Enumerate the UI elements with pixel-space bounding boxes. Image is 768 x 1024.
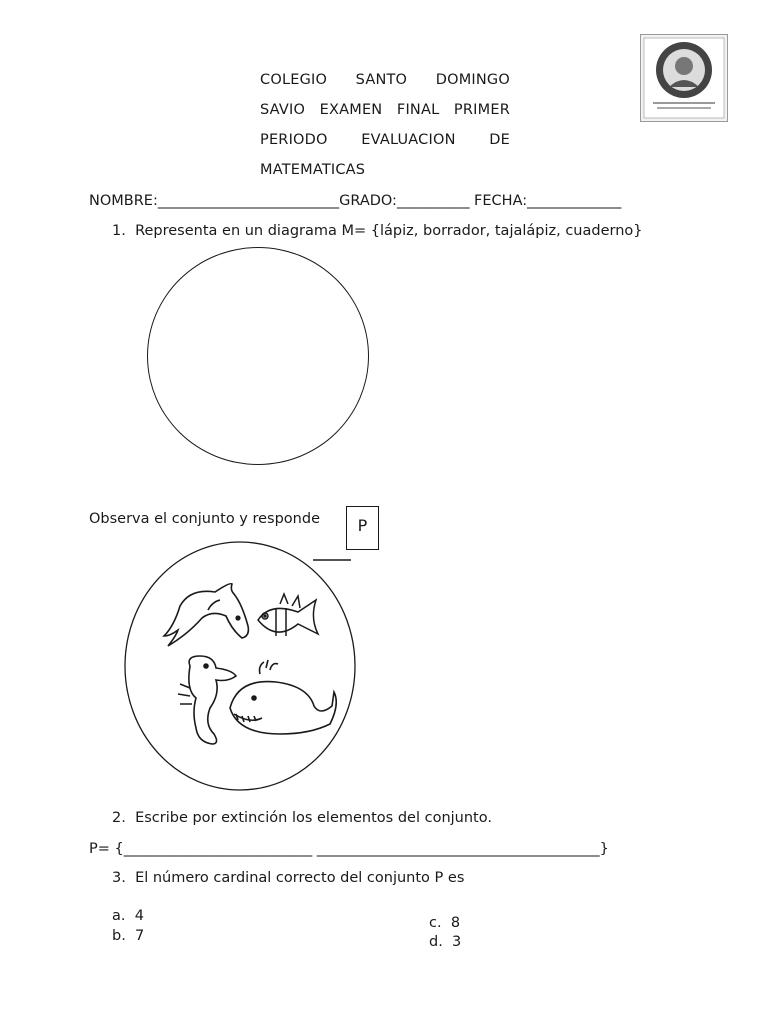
question-1-text: Representa en un diagrama M= {lápiz, borrador, tajalápiz, cuaderno} <box>135 223 643 239</box>
set-p-answer-line[interactable]: P= {__________________________ _______________________________________} <box>89 841 609 857</box>
option-a[interactable]: a. 4 <box>112 908 144 924</box>
option-d[interactable]: d. 3 <box>429 934 462 950</box>
question-3 <box>112 870 464 886</box>
school-seal-icon <box>641 35 727 121</box>
question-3-text: El número cardinal correcto del conjunto P es <box>135 870 465 886</box>
option-b[interactable]: b. 7 <box>112 928 145 944</box>
question-2-number: 2. <box>112 810 126 826</box>
question-2-text: Escribe por extinción los elementos del conjunto. <box>135 810 492 826</box>
title-line-2: SAVIO EXAMEN FINAL PRIMER <box>260 102 510 118</box>
title-line-4: MATEMATICAS <box>260 162 366 178</box>
set-p-circle <box>125 542 355 790</box>
question-2 <box>112 810 492 826</box>
title-line-3: PERIODO EVALUACION DE <box>260 132 510 148</box>
question-1 <box>112 223 643 239</box>
seahorse-icon <box>178 656 236 744</box>
question-1-number: 1. <box>112 223 126 239</box>
set-p-diagram <box>120 538 360 794</box>
option-c[interactable]: c. 8 <box>429 915 461 931</box>
student-info-line: NOMBRE:_________________________GRADO:__________ FECHA:_____________ <box>89 193 622 209</box>
empty-diagram-circle[interactable] <box>147 247 369 465</box>
whale-icon <box>230 660 336 734</box>
question-3-number: 3. <box>112 870 126 886</box>
fish-icon <box>258 594 318 636</box>
observe-prompt: Observa el conjunto y responde <box>89 511 320 527</box>
dolphin-icon <box>164 584 248 646</box>
school-logo <box>640 34 728 122</box>
set-label: P <box>357 516 368 535</box>
title-line-1: COLEGIO SANTO DOMINGO <box>260 72 510 88</box>
